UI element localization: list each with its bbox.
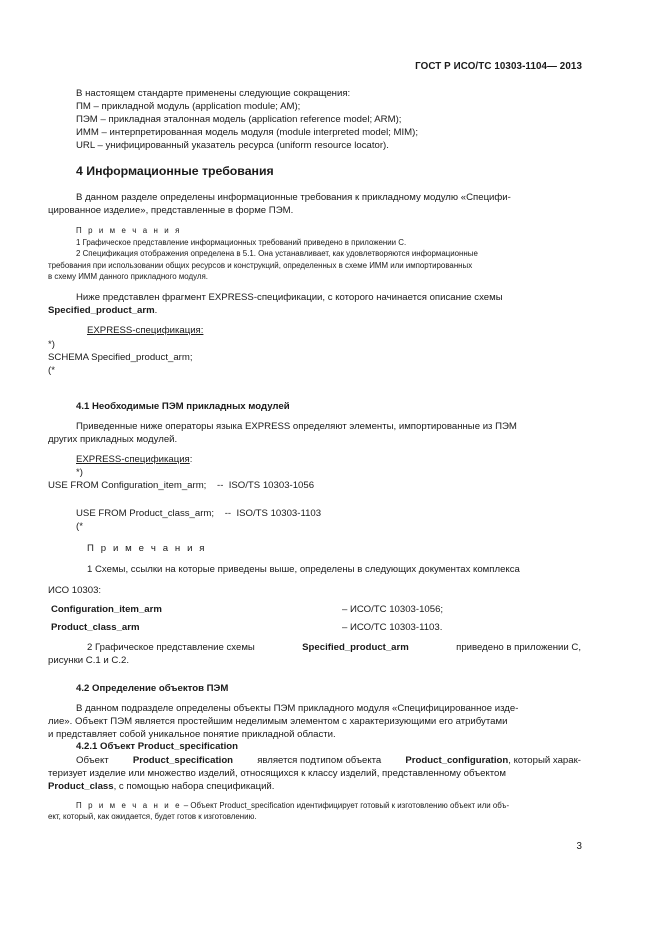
code-line: USE FROM Configuration_item_arm; -- ISO/TS 10303-1056 [48, 480, 315, 491]
note-line: 2 Спецификация отображения определена в 5.1. Она устанавливает, как удовлетворяются информационные [76, 249, 478, 258]
section-4-para1-line: В данном разделе определены информационные требования к прикладному модулю «Специфи- [76, 192, 511, 203]
code-line: SCHEMA Specified_product_arm; [48, 352, 193, 363]
schema-name: Specified_product_arm [48, 305, 155, 316]
abbreviation-item: ПМ – прикладной модуль (application module; AM); [76, 101, 301, 112]
express-spec-label: EXPRESS-спецификация: [76, 454, 193, 465]
code-line: USE FROM Product_class_arm; -- ISO/TS 10303-1103 [76, 508, 322, 519]
section-4-para2-line: Specified_product_arm. [48, 305, 158, 316]
section-4-2-para-line: В данном подразделе определены объекты ПЭМ прикладного модуля «Специфицированное изде- [76, 703, 519, 714]
section-4-2-para-line: лие». Объект ПЭМ является простейшим неделимым элементом с характеризующими его атрибутами [48, 716, 508, 727]
abbreviations-intro: В настоящем стандарте применены следующие сокращения: [76, 88, 351, 99]
abbreviation-item: ПЭМ – прикладная эталонная модель (application reference model; ARM); [76, 114, 402, 125]
notes-label: П р и м е ч а н и я [76, 226, 182, 235]
section-4-2-title: 4.2 Определение объектов ПЭМ [76, 683, 229, 694]
notes-label: П р и м е ч а н и я [87, 543, 207, 554]
section-4-para1-line: цированное изделие», представленные в форме ПЭМ. [48, 205, 294, 216]
section-4-para2-line: Ниже представлен фрагмент EXPRESS-спецификации, с которого начинается описание схемы [76, 292, 503, 303]
page-number: 3 [576, 841, 582, 852]
object-description-line: теризует изделие или множество изделий, относящихся к классу изделий, представленному объектом [48, 768, 506, 779]
ref-schema-name: Configuration_item_arm [51, 604, 162, 615]
note-line: рисунки С.1 и С.2. [48, 655, 130, 666]
ref-doc: – ИСО/ТС 10303-1056; [342, 604, 444, 615]
note-line: П р и м е ч а н и е – Объект Product_specification идентифицирует готовый к изготовлению объект или объ- [76, 801, 510, 810]
note-line: требования при использовании общих ресурсов и конструкций, определенных в схеме ИММ или импортированных [48, 261, 473, 270]
section-4-title: 4 Информационные требования [76, 164, 274, 178]
note-line: в схему ИММ данного прикладного модуля. [48, 272, 208, 281]
section-4-2-1-title: 4.2.1 Объект Product_specification [76, 741, 238, 752]
object-description-line: Product_class, с помощью набора спецификаций. [48, 781, 275, 792]
note-line: 1 Схемы, ссылки на которые приведены выше, определены в следующих документах комплекса [87, 564, 520, 575]
express-spec-label: EXPRESS-спецификация: [87, 325, 204, 336]
code-line: (* [76, 521, 83, 532]
section-4-1-para-line: других прикладных модулей. [48, 434, 178, 445]
section-4-1-para-line: Приведенные ниже операторы языка EXPRESS определяют элементы, импортированные из ПЭМ [76, 421, 517, 432]
ref-schema-name: Product_class_arm [51, 622, 140, 633]
object-description-line: Объект Product_specification является подтипом объекта Product_configuration, который харак- [76, 755, 581, 766]
note-line: 1 Графическое представление информационных требований приведено в приложении С. [76, 238, 407, 247]
abbreviation-item: ИММ – интерпретированная модель модуля (module interpreted model; MIM); [76, 127, 419, 138]
code-line: *) [48, 339, 55, 350]
note-line: ект, который, как ожидается, будет готов к изготовлению. [48, 812, 257, 821]
abbreviation-item: URL – унифицированный указатель ресурса (uniform resource locator). [76, 140, 389, 151]
document-header: ГОСТ Р ИСО/ТС 10303-1104— 2013 [415, 61, 582, 72]
code-line: *) [76, 467, 83, 478]
section-4-1-title: 4.1 Необходимые ПЭМ прикладных модулей [76, 401, 290, 412]
ref-doc: – ИСО/ТС 10303-1103. [342, 622, 443, 633]
section-4-2-para-line: и представляет собой уникальное понятие прикладной области. [48, 729, 336, 740]
note-line: 2 Графическое представление схемы Specified_product_arm приведено в приложении С, [87, 642, 581, 653]
note-line: ИСО 10303: [48, 585, 102, 596]
code-line: (* [48, 365, 55, 376]
